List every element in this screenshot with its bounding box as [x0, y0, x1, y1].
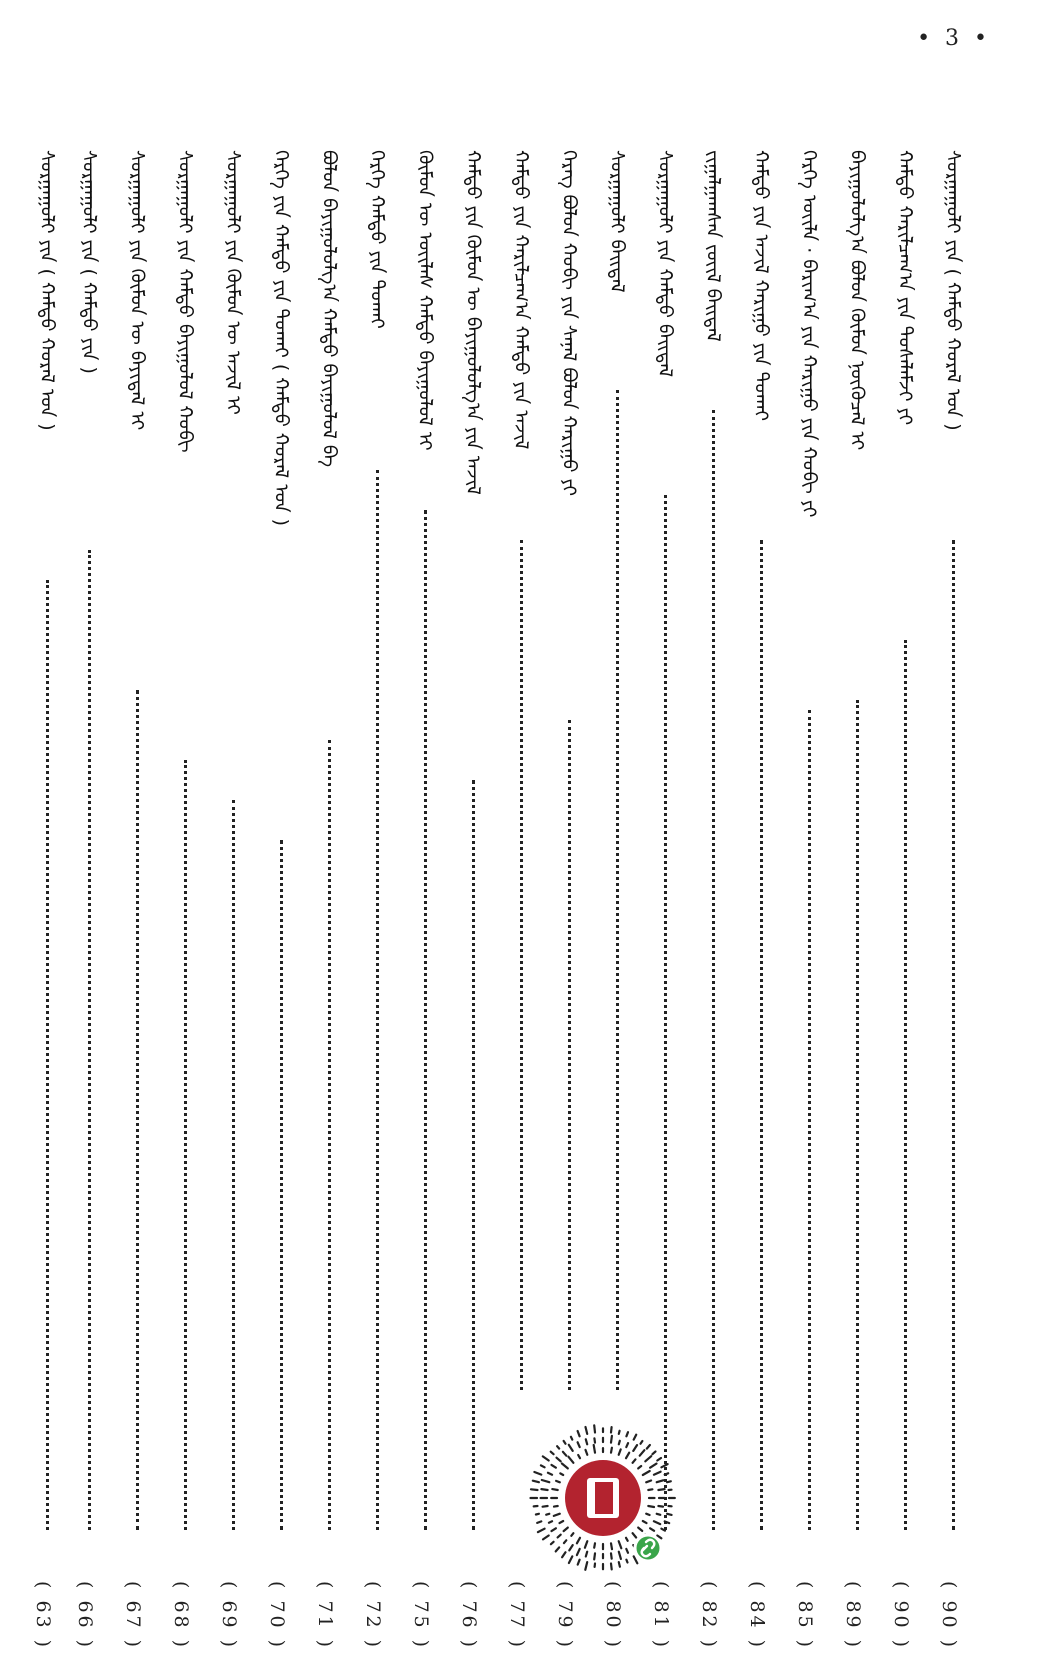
- qr-code[interactable]: [525, 1420, 681, 1576]
- qr-code-tick: [556, 1481, 560, 1482]
- qr-code-tick: [569, 1445, 573, 1451]
- toc-entry-title: ᠬᠡᠷᠭᠡ ᠶᠢᠨ ᠬᠠᠮᠲᠤ ᠶᠢᠨ ᠲᠤᠬᠠᠢ ( ᠬᠠᠮᠲᠤ ᠬᠤᠷᠠᠯ ᠤᠨ ): [270, 150, 292, 527]
- qr-code-tick: [552, 1465, 556, 1468]
- qr-code-tick: [564, 1540, 566, 1543]
- qr-code-tick: [633, 1445, 637, 1451]
- toc-entry-title: ᠬᠡᠷᠡᠭ ᠪᠤᠯᠤᠨ ᠬᠤᠪᠢ ᠶᠢᠨ ᠰᠠᠨᠠᠯ ᠪᠤᠯᠤᠨ ᠬᠠᠷᠢᠭᠤ ᠶᠢ: [558, 150, 580, 497]
- dot-leader: [88, 550, 91, 1530]
- qr-code-tick: [611, 1448, 612, 1453]
- qr-code-tick: [562, 1464, 568, 1469]
- qr-code-tick: [556, 1547, 560, 1551]
- qr-code-tick: [645, 1456, 651, 1461]
- dot-leader: [952, 540, 955, 1530]
- toc-entry-page: ( 72 ): [362, 1580, 384, 1650]
- toc-entry-page: ( 67 ): [122, 1580, 144, 1650]
- toc-entry-title: ᠰᠤᠷᠭᠠᠭᠤᠯᠢ ᠶᠢᠨ ( ᠬᠠᠮᠲᠤ ᠬᠤᠷᠠᠯ ᠤᠨ ): [942, 150, 964, 431]
- toc-entry-title: ᠵᠢᠭᠠᠯᠭᠠᠭᠰᠠᠨ ᠵᠦᠢᠯ ᠪᠠᠢᠳᠠᠯ: [702, 150, 724, 342]
- toc-entry-page: ( 69 ): [218, 1580, 240, 1650]
- toc-entry-title: ᠬᠠᠮᠲᠤ ᠬᠠᠷᠢᠯᠴᠠᠭ᠎ᠠ ᠶᠢᠨ ᠲᠤᠰᠠᠯᠠᠮᠵᠢ ᠶᠢ: [894, 150, 916, 426]
- qr-code-tick: [652, 1452, 655, 1455]
- toc-entry-page: ( 90 ): [938, 1580, 960, 1650]
- qr-code-tick: [548, 1473, 552, 1475]
- qr-code-tick: [611, 1436, 612, 1443]
- qr-code-tick: [611, 1553, 612, 1558]
- toc-entry[interactable]: [744, 150, 778, 1650]
- qr-code-tick: [564, 1441, 566, 1444]
- toc-entry-page: ( 81 ): [650, 1580, 672, 1650]
- toc-entry[interactable]: [696, 150, 730, 1650]
- qr-code-tick: [534, 1472, 541, 1475]
- dot-leader: [808, 710, 811, 1530]
- toc-entry[interactable]: [312, 150, 346, 1650]
- qr-code-tick: [657, 1458, 661, 1461]
- qr-code-tick: [665, 1473, 669, 1474]
- qr-code-tick: [650, 1528, 654, 1531]
- qr-code-tick: [633, 1459, 636, 1462]
- toc-entry-title: ᠬᠠᠮᠲᠤ ᠶᠢᠨ ᠬᠦᠮᠦᠨ ᠦ ᠪᠠᠶᠢᠭᠤᠯᠤᠯᠭ᠎ᠠ ᠶᠢᠨ ᠠᠵᠢᠯ: [462, 150, 484, 495]
- dot-leader: [616, 390, 619, 1390]
- dot-leader: [904, 640, 907, 1530]
- qr-code-tick: [586, 1439, 587, 1444]
- toc-entry-page: ( 77 ): [506, 1580, 528, 1650]
- qr-code-tick: [549, 1521, 552, 1522]
- qr-code-tick: [611, 1427, 612, 1432]
- toc-entry[interactable]: [360, 150, 394, 1650]
- qr-code-tick: [638, 1528, 642, 1531]
- qr-code-tick: [552, 1489, 557, 1490]
- toc-entry-page: ( 68 ): [170, 1580, 192, 1650]
- toc-entry-page: ( 84 ): [746, 1580, 768, 1650]
- qr-code-tick: [543, 1456, 549, 1460]
- toc-entry-title: ᠪᠤᠯᠤᠨ ᠪᠠᠶᠢᠭᠤᠯᠤᠯᠭ᠎ᠠ ᠬᠠᠮᠲᠤ ᠪᠠᠶᠢᠭᠤᠯᠤᠯ ᠪᠠ: [318, 150, 340, 468]
- qr-code-tick: [619, 1552, 621, 1559]
- qr-code-tick: [654, 1472, 661, 1475]
- toc-entry-page: ( 76 ): [458, 1580, 480, 1650]
- dot-leader: [568, 720, 571, 1390]
- qr-code-tick: [648, 1489, 652, 1490]
- dot-leader: [520, 540, 523, 1390]
- qr-code-tick: [564, 1528, 568, 1532]
- qr-code-tick: [619, 1449, 621, 1454]
- toc-entry[interactable]: [840, 150, 874, 1650]
- toc-entry-title: ᠰᠤᠷᠭᠠᠭᠤᠯᠢ ᠶᠢᠨ ᠬᠦᠮᠦᠨ ᠦ ᠪᠠᠶᠢᠳᠠᠯ ᠢ: [126, 150, 148, 431]
- qr-code-tick: [658, 1506, 663, 1507]
- dot-leader: [328, 740, 331, 1530]
- toc-entry-title: ᠰᠤᠷᠭᠠᠭᠤᠯᠢ ᠶᠢᠨ ( ᠬᠠᠮᠲᠤ ᠶᠢᠨ ): [78, 150, 100, 374]
- qr-code-tick: [594, 1438, 595, 1442]
- qr-code-tick: [619, 1431, 620, 1434]
- qr-code-tick: [657, 1480, 664, 1482]
- toc-entry[interactable]: [72, 150, 106, 1650]
- qr-code-tick: [578, 1455, 580, 1458]
- toc-entry[interactable]: [168, 150, 202, 1650]
- toc-entry-title: ᠰᠤᠷᠭᠠᠭᠤᠯᠢ ᠪᠠᠢᠳᠠᠯ: [606, 150, 628, 293]
- qr-code-tick: [578, 1560, 580, 1565]
- toc-entry-page: ( 71 ): [314, 1580, 336, 1650]
- dot-leader: [136, 690, 139, 1530]
- toc-entry-title: ᠰᠤᠷᠭᠠᠭᠤᠯᠢ ᠶᠢᠨ ᠬᠠᠮᠲᠤ ᠪᠠᠢᠳᠠᠯ: [654, 150, 676, 378]
- toc-entry-page: ( 63 ): [32, 1580, 54, 1650]
- qr-code-tick: [634, 1556, 638, 1563]
- qr-code-tick: [611, 1564, 612, 1570]
- toc-entry-title: ᠬᠡᠷᠭᠡ ᠬᠠᠮᠲᠤ ᠶᠢᠨ ᠲᠤᠬᠠᠢ: [366, 150, 388, 329]
- toc-entry-title: ᠪᠠᠶᠢᠭᠤᠯᠤᠯᠭ᠎ᠠ ᠪᠤᠯᠤᠨ ᠬᠦᠮᠦᠨ ᠨᠥᠭᠦᠴᠡᠯ ᠢ: [846, 150, 868, 451]
- toc-entry-page: ( 80 ): [602, 1580, 624, 1650]
- qr-code-tick: [594, 1553, 595, 1559]
- qr-code-tick: [643, 1471, 650, 1475]
- dot-leader: [232, 800, 235, 1530]
- toc-entry-page: ( 75 ): [410, 1580, 432, 1650]
- qr-code-tick: [619, 1562, 620, 1567]
- qr-code-tick: [536, 1514, 539, 1515]
- toc-entry-page: ( 82 ): [698, 1580, 720, 1650]
- qr-code-tick: [654, 1521, 660, 1524]
- qr-code-tick: [578, 1442, 580, 1447]
- qr-code-tick: [626, 1538, 628, 1541]
- qr-code-tick: [560, 1521, 564, 1523]
- qr-code-tick: [533, 1481, 539, 1483]
- qr-code-tick: [571, 1533, 573, 1536]
- dot-leader: [280, 840, 283, 1530]
- dot-leader: [424, 510, 427, 1530]
- qr-code-tick: [578, 1431, 580, 1436]
- qr-code-tick: [577, 1538, 580, 1544]
- qr-code-tick: [551, 1452, 554, 1455]
- qr-code-tick: [543, 1506, 548, 1507]
- qr-code-tick: [586, 1552, 587, 1557]
- qr-code-tick: [633, 1533, 637, 1537]
- qr-code-tick: [546, 1514, 549, 1515]
- qr-code-tick: [541, 1489, 547, 1490]
- toc-entry[interactable]: [792, 150, 826, 1650]
- qr-code-tick: [541, 1465, 545, 1467]
- qr-code-tick: [560, 1473, 563, 1475]
- qr-code-tick: [568, 1457, 573, 1463]
- qr-code-tick: [571, 1437, 572, 1440]
- dot-leader: [712, 410, 715, 1530]
- qr-code-tick: [626, 1432, 628, 1436]
- dot-leader: [472, 780, 475, 1530]
- qr-code-tick: [557, 1458, 561, 1462]
- qr-code-tick: [658, 1489, 664, 1490]
- toc-entry[interactable]: [30, 150, 64, 1650]
- qr-code-tick: [611, 1543, 612, 1549]
- toc-entry-page: ( 85 ): [794, 1580, 816, 1650]
- qr-code-tick: [661, 1464, 667, 1467]
- toc-entry-title: ᠬᠡᠷᠭᠡ ᠦᠢᠯᠡ · ᠪᠠᠷᠢᠭ᠎ᠠ ᠶᠢᠨ ᠬᠠᠷᠢᠭᠤ ᠶᠢᠨ ᠬᠤᠪᠢ ᠶᠢ: [798, 150, 820, 518]
- qr-code-tick: [569, 1556, 572, 1563]
- qr-code-tick: [626, 1453, 629, 1459]
- page-number: • 3 •: [917, 26, 991, 51]
- qr-code-tick: [577, 1549, 580, 1555]
- qr-code-tick: [667, 1514, 672, 1515]
- dot-leader: [856, 700, 859, 1530]
- book-icon-spine: [595, 1482, 613, 1514]
- qr-code-tick: [594, 1445, 595, 1453]
- dot-leader: [46, 580, 49, 1530]
- qr-code-tick: [646, 1514, 649, 1515]
- qr-code-tick: [626, 1560, 627, 1563]
- qr-code-tick: [558, 1535, 561, 1538]
- qr-code-tick: [551, 1542, 554, 1544]
- toc-entry-title: ᠬᠠᠮᠲᠤ ᠶᠢᠨ ᠬᠠᠷᠢᠯᠴᠠᠭ᠎ᠠ ᠬᠠᠮᠲᠤ ᠶᠢᠨ ᠠᠵᠢᠯ: [510, 150, 532, 450]
- link-badge-icon: [635, 1535, 661, 1561]
- qr-code-tick: [569, 1545, 572, 1550]
- toc-entry-page: ( 70 ): [266, 1580, 288, 1650]
- qr-code-tick: [646, 1481, 651, 1483]
- qr-code-tick: [554, 1506, 558, 1507]
- qr-code-tick: [647, 1445, 650, 1449]
- qr-code-tick: [643, 1521, 647, 1523]
- toc-entry-page: ( 90 ): [890, 1580, 912, 1650]
- qr-code-tick: [657, 1514, 661, 1515]
- toc-entry-title: ᠬᠦᠮᠦᠨ ᠦ ᠦᠢᠯᠡᠰ ᠬᠠᠮᠲᠤ ᠪᠠᠶᠢᠭᠤᠯᠤᠯ ᠢ: [414, 150, 436, 451]
- qr-code-tick: [538, 1529, 545, 1532]
- toc-entry-title: ᠰᠤᠷᠭᠠᠭᠤᠯᠢ ᠶᠢᠨ ᠬᠠᠮᠲᠤ ᠪᠠᠶᠢᠭᠤᠯᠤᠯ ᠬᠤᠪᠢ: [174, 150, 196, 453]
- qr-code-tick: [640, 1450, 645, 1456]
- dot-leader: [184, 760, 187, 1530]
- qr-code-tick: [585, 1541, 587, 1548]
- toc-entry-title: ᠬᠠᠮᠲᠤ ᠶᠢᠨ ᠠᠵᠢᠯ ᠬᠠᠷᠢᠭᠤ ᠶᠢᠨ ᠲᠤᠬᠠᠢ: [750, 150, 772, 421]
- dot-leader: [760, 540, 763, 1530]
- qr-code-tick: [661, 1529, 665, 1531]
- toc-entry-page: ( 66 ): [74, 1580, 96, 1650]
- qr-code-tick: [586, 1427, 588, 1434]
- qr-code-tick: [563, 1452, 566, 1456]
- qr-code-tick: [626, 1443, 628, 1447]
- qr-code-tick: [667, 1481, 671, 1482]
- toc-entry[interactable]: [120, 150, 154, 1650]
- qr-code-tick: [594, 1425, 595, 1432]
- qr-code-tick: [542, 1480, 550, 1482]
- qr-code-tick: [585, 1562, 587, 1570]
- toc-entry[interactable]: [456, 150, 490, 1650]
- toc-entry[interactable]: [888, 150, 922, 1650]
- toc-entry-page: ( 89 ): [842, 1580, 864, 1650]
- qr-code-tick: [562, 1552, 565, 1557]
- qr-code-tick: [648, 1506, 654, 1507]
- qr-code-tick: [543, 1536, 549, 1540]
- qr-code-tick: [665, 1521, 670, 1523]
- qr-code-tick: [619, 1541, 622, 1548]
- dot-leader: [664, 495, 667, 1530]
- qr-code-tick: [531, 1489, 538, 1490]
- toc-entry-title: ᠰᠤᠷᠭᠠᠭᠤᠯᠢ ᠶᠢᠨ ( ᠬᠠᠮᠲᠤ ᠬᠤᠷᠠᠯ ᠤᠨ ): [36, 150, 58, 431]
- qr-code-tick: [586, 1450, 588, 1455]
- qr-code-tick: [557, 1446, 559, 1448]
- qr-code-tick: [552, 1528, 556, 1531]
- qr-code-tick: [641, 1441, 643, 1444]
- qr-code-tick: [554, 1514, 560, 1516]
- toc-entry[interactable]: [264, 150, 298, 1650]
- qr-code-tick: [594, 1543, 595, 1547]
- toc-entry-page: ( 79 ): [554, 1580, 576, 1650]
- qr-code-tick: [650, 1464, 656, 1468]
- toc-entry-title: ᠰᠤᠷᠭᠠᠭᠤᠯᠢ ᠶᠢᠨ ᠬᠦᠮᠦᠨ ᠦ ᠠᠵᠢᠯ ᠢ: [222, 150, 244, 415]
- toc-entry[interactable]: [408, 150, 442, 1650]
- qr-code-tick: [626, 1549, 628, 1553]
- qr-code-tick: [634, 1435, 637, 1440]
- qr-code-tick: [619, 1441, 620, 1445]
- toc-entry[interactable]: [216, 150, 250, 1650]
- toc-entry[interactable]: [936, 150, 970, 1650]
- dot-leader: [376, 470, 379, 1530]
- qr-code-tick: [638, 1466, 641, 1468]
- qr-code-tick: [537, 1521, 541, 1523]
